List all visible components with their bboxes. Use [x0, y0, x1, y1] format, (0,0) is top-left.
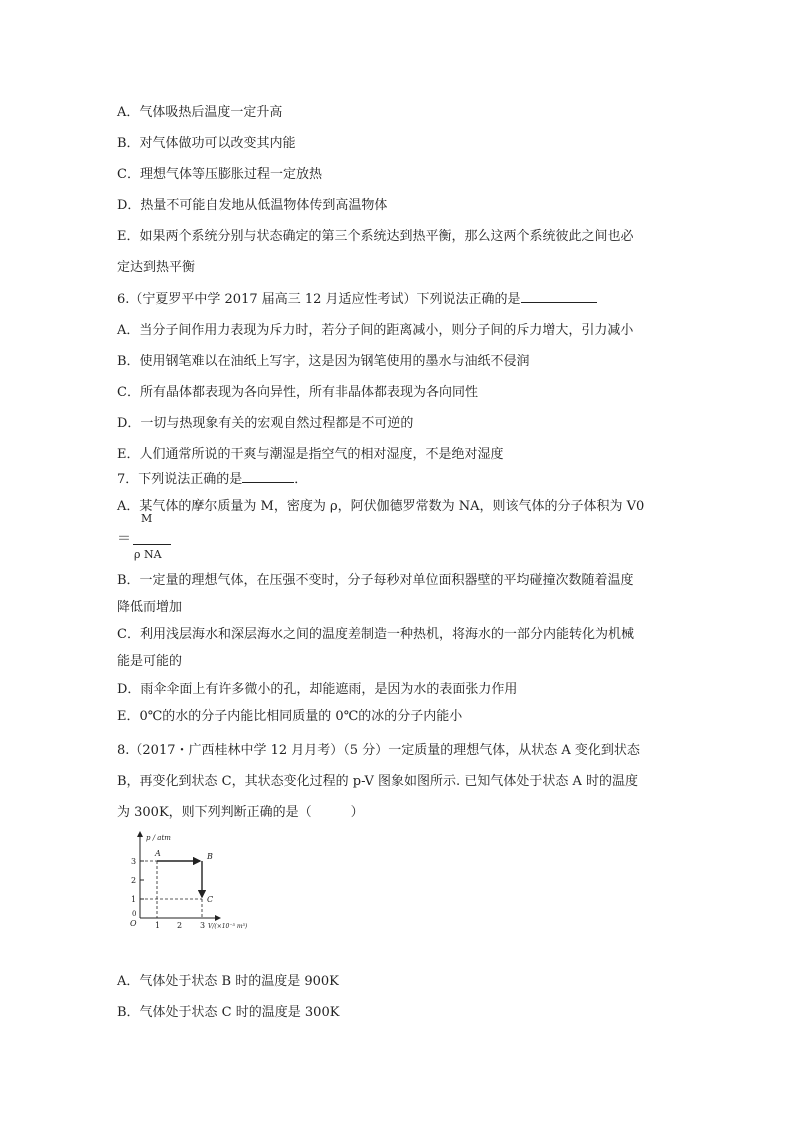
answer-blank [242, 470, 294, 483]
formula-equals: ＝ [117, 531, 131, 547]
q6-option-e: E．人们通常所说的干爽与潮湿是指空气的相对湿度，不是绝对湿度 [117, 447, 504, 462]
x-tick-label-1: 1 [155, 921, 161, 930]
q6-stem-text: 6.（宁夏罗平中学 2017 届高三 12 月适应性考试）下列说法正确的是 [117, 292, 521, 307]
x-tick-label-2: 2 [177, 921, 183, 930]
q5-option-a: A．气体吸热后温度一定升高 [117, 105, 283, 120]
q7-option-d: D．雨伞伞面上有许多微小的孔，却能遮雨，是因为水的表面张力作用 [117, 682, 518, 697]
q5-option-d: D．热量不可能自发地从低温物体传到高温物体 [117, 198, 388, 213]
q5-option-e-cont: 定达到热平衡 [117, 260, 196, 275]
q6-option-d: D．一切与热现象有关的宏观自然过程都是不可逆的 [117, 416, 414, 431]
q6-option-b: B．使用钢笔难以在油纸上写字，这是因为钢笔使用的墨水与油纸不侵润 [117, 354, 530, 369]
q7-stem [117, 470, 307, 489]
q8-option-b: B．气体处于状态 C 时的温度是 300K [117, 1005, 340, 1020]
point-c-label: C [207, 895, 214, 904]
point-b-label: B [207, 852, 213, 861]
q8-stem-line1: 8.（2017・广西桂林中学 12 月月考）（5 分）一定质量的理想气体，从状态 A 变化到状态 [117, 743, 640, 758]
y-tick-label-0: 0 [132, 910, 137, 918]
q5-option-c: C．理想气体等压膨胀过程一定放热 [117, 167, 322, 182]
q6-option-a: A．当分子间作用力表现为斥力时，若分子间的距离减小，则分子间的斥力增大，引力减小 [117, 323, 634, 338]
q8-stem-line3: 为 300K，则下列判断正确的是（ ） [117, 805, 364, 820]
y-tick-label-3: 3 [131, 857, 137, 866]
q7-option-a: A．某气体的摩尔质量为 M，密度为 ρ，阿伏伽德罗常数为 NA，则该气体的分子体积为 V0 [117, 499, 645, 514]
q5-option-b: B．对气体做功可以改变其内能 [117, 136, 296, 151]
answer-blank [521, 290, 597, 303]
q7-stem-end: ． [294, 472, 308, 487]
q7-option-b-cont: 降低而增加 [117, 600, 183, 615]
y-tick-label-2: 2 [131, 876, 137, 885]
q8-option-a: A．气体处于状态 B 时的温度是 900K [117, 974, 339, 989]
y-axis-label: p / atm [146, 834, 171, 842]
q7-option-c: C．利用浅层海水和深层海水之间的温度差制造一种热机，将海水的一部分内能转化为机械 [117, 627, 634, 642]
formula-denominator: ρ NA [134, 548, 162, 561]
y-tick-label-1: 1 [131, 895, 137, 904]
q7-option-c-cont: 能是可能的 [117, 654, 183, 669]
formula-numerator: M [141, 512, 153, 525]
q5-option-e: E．如果两个系统分别与状态确定的第三个系统达到热平衡，那么这两个系统彼此之间也必 [117, 229, 634, 244]
molecular-volume-formula [117, 512, 177, 564]
q7-option-b: B．一定量的理想气体，在压强不变时，分子每秒对单位面积器壁的平均碰撞次数随着温度 [117, 573, 634, 588]
point-a-label: A [155, 849, 161, 858]
q8-stem-line2: B，再变化到状态 C，其状态变化过程的 p-V 图象如图所示. 已知气体处于状态 A 时的温度 [117, 774, 638, 789]
fraction-bar [133, 544, 171, 545]
pv-graph [128, 830, 268, 940]
q6-stem [117, 290, 597, 309]
x-tick-label-3: 3 [200, 921, 206, 930]
q7-stem-text: 7．下列说法正确的是 [117, 472, 243, 487]
q6-option-c: C．所有晶体都表现为各向异性，所有非晶体都表现为各向同性 [117, 385, 478, 400]
origin-label: O [130, 919, 137, 928]
q7-option-e: E．0℃的水的分子内能比相同质量的 0℃的冰的分子内能小 [117, 709, 463, 724]
x-axis-label: V/(×10⁻³ m³) [208, 923, 248, 930]
